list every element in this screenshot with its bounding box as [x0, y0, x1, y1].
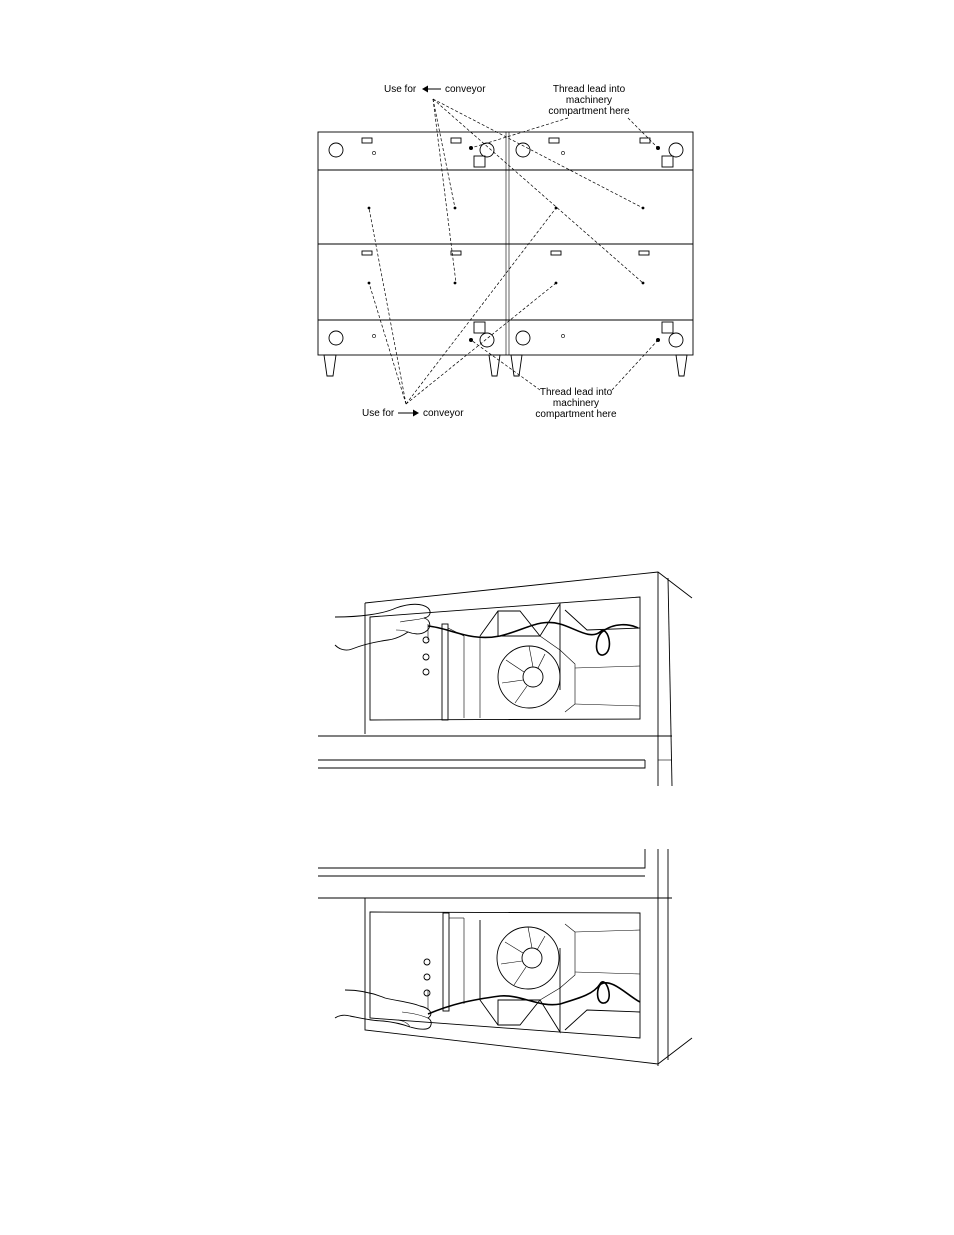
label-use-for-left-suffix: conveyor: [445, 84, 486, 95]
label-thread-lead-bottom-line2: machinery: [552, 398, 600, 409]
arrow-left-icon: [422, 86, 441, 93]
label-thread-lead-bottom-line1: Thread lead into: [539, 387, 613, 398]
label-thread-lead-top-line2: machinery: [565, 95, 613, 106]
lead-wire-lower: [428, 982, 640, 1014]
label-thread-lead-bottom-line3: compartment here: [535, 409, 617, 420]
hand-lower: [335, 990, 431, 1029]
lower-compartment-housing: [318, 849, 692, 1066]
hand-upper: [335, 604, 430, 650]
lead-wire-upper: [428, 622, 638, 655]
label-use-for-right-suffix: conveyor: [423, 408, 464, 419]
label-thread-lead-top-line1: Thread lead into: [552, 84, 626, 95]
upper-compartment-housing: [318, 572, 692, 786]
leader-lines: [369, 99, 658, 404]
arrow-right-icon: [398, 410, 419, 417]
label-thread-lead-top-line3: compartment here: [548, 106, 630, 117]
oven-front-view-diagram: [0, 0, 954, 470]
label-use-for-left-prefix: Use for: [384, 84, 417, 95]
middle-panel-details: [362, 207, 649, 285]
oven-cabinet: [318, 132, 693, 376]
label-use-for-right-prefix: Use for: [362, 408, 395, 419]
